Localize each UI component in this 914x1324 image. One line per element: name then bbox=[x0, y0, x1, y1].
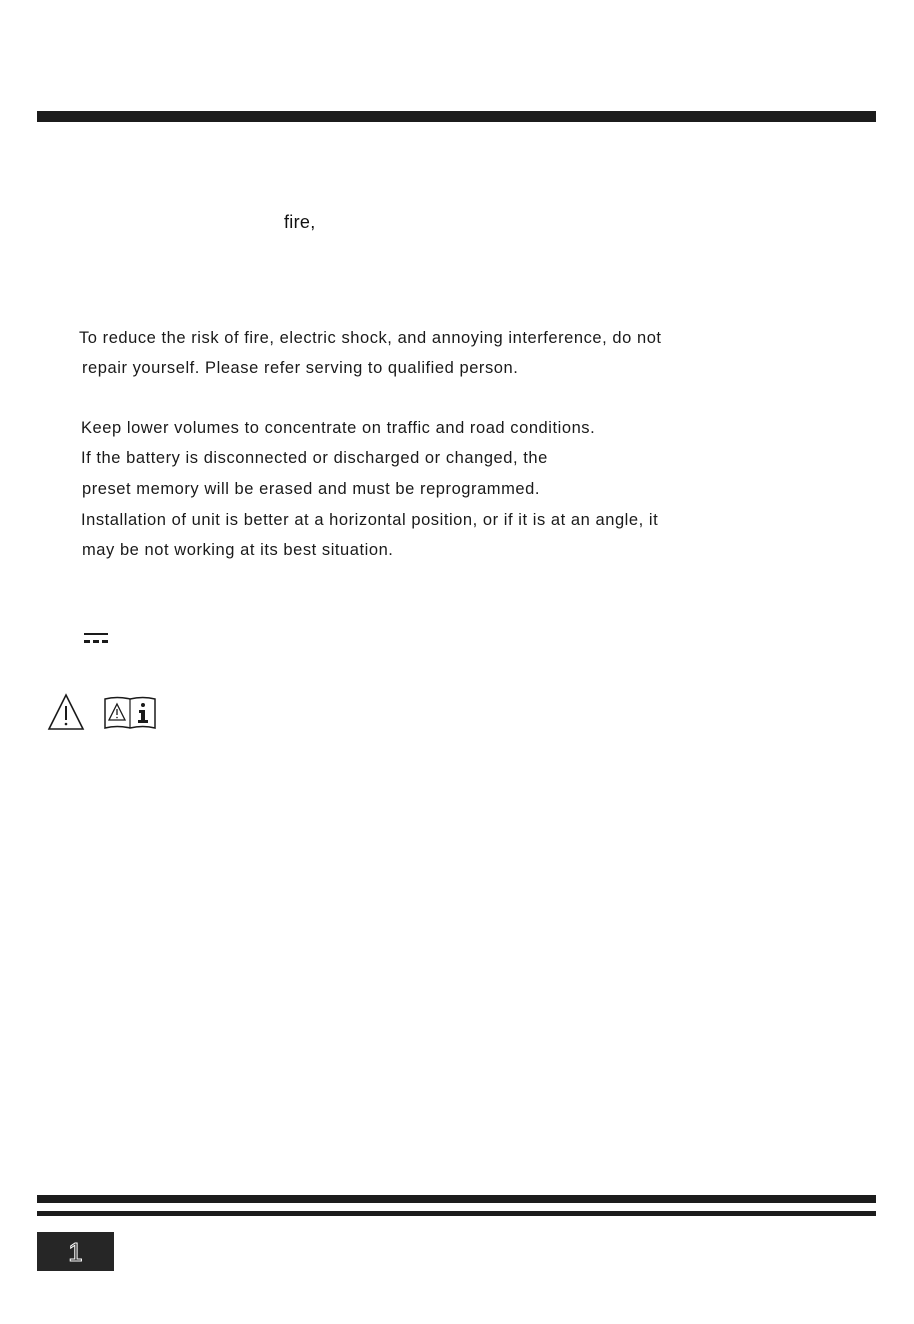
page-number-badge bbox=[37, 1232, 114, 1271]
note-line-5: may be not working at its best situation. bbox=[82, 541, 394, 559]
note-line-4: Installation of unit is better at a horizontal position, or if it is at an angle, it bbox=[81, 511, 659, 529]
note-line-3: preset memory will be erased and must be reprogrammed. bbox=[82, 480, 540, 498]
bottom-rule bbox=[37, 1195, 876, 1203]
dc-dash bbox=[84, 640, 90, 643]
caution-line-1: To reduce the risk of fire, electric shock, and annoying interference, do not bbox=[79, 329, 662, 347]
dc-solid-line bbox=[84, 633, 108, 635]
dc-dash bbox=[93, 640, 99, 643]
read-manual-icon bbox=[103, 695, 157, 731]
bottom-rule bbox=[37, 1211, 876, 1216]
top-rule bbox=[37, 111, 876, 122]
note-line-1: Keep lower volumes to concentrate on traffic and road conditions. bbox=[81, 419, 596, 437]
caution-line-2: repair yourself. Please refer serving to qualified person. bbox=[82, 359, 519, 377]
direct-current-icon bbox=[84, 633, 108, 645]
heading-fragment: fire, bbox=[284, 212, 316, 232]
note-line-2: If the battery is disconnected or discharged or changed, the bbox=[81, 449, 548, 467]
page-number: 1 bbox=[68, 1236, 83, 1267]
warning-triangle-icon bbox=[47, 693, 85, 731]
dc-dash bbox=[102, 640, 108, 643]
